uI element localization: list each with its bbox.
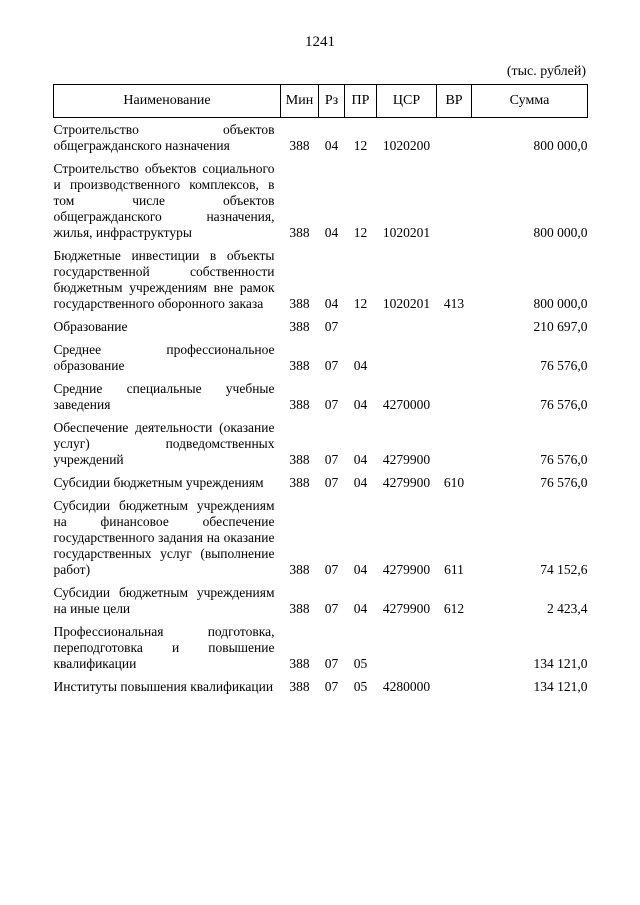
table-row [54,118,588,155]
row-pr: 04 [353,358,368,373]
row-rz: 07 [324,358,339,373]
row-vr [437,617,472,672]
row-pr: 05 [353,656,368,671]
row-rz: 07 [324,601,339,616]
row-csr: 1020201 [382,225,431,240]
row-min: 388 [289,225,310,240]
row-rz: 07 [324,679,339,694]
row-min: 388 [289,562,310,577]
row-sum: 134 121,0 [533,656,588,671]
row-csr [377,335,437,374]
row-sum: 74 152,6 [540,562,588,577]
row-pr: 04 [353,562,368,577]
row-name: Субсидии бюджетным учреждениям [53,475,264,490]
row-min: 388 [289,475,310,490]
row-rz: 07 [324,319,339,334]
header-csr: ЦСР [377,85,437,118]
row-pr: 04 [353,475,368,490]
row-min: 388 [289,397,310,412]
row-csr: 4279900 [382,562,431,577]
row-name: Средние специальные учебные заведения [53,381,275,412]
table-row [54,374,588,413]
row-rz: 07 [324,475,339,490]
row-pr: 12 [353,296,368,311]
row-vr: 611 [444,562,464,577]
budget-table [53,84,588,695]
row-vr: 610 [443,475,465,490]
row-csr: 1020200 [382,138,431,153]
row-name: Строительство объектов общегражданского назначения [53,122,275,153]
row-sum: 800 000,0 [533,296,588,311]
row-csr: 4279900 [382,601,431,616]
row-min: 388 [289,452,310,467]
table-row [54,617,588,672]
units-label: (тыс. рублей) [506,64,586,79]
row-csr: 4279900 [382,452,431,467]
table-row [54,312,588,335]
row-csr: 4280000 [382,679,431,694]
table-row [54,241,588,312]
header-name: Наименование [54,85,281,118]
row-name: Профессиональная подготовка, переподготовка и повышение квалификации [53,624,275,671]
row-vr [437,312,472,335]
row-sum: 76 576,0 [540,358,588,373]
row-name: Среднее профессиональное образование [53,342,275,373]
row-min: 388 [289,138,310,153]
row-name: Субсидии бюджетным учреждениям на иные цели [53,585,275,616]
row-sum: 210 697,0 [533,319,588,334]
table-header-row [54,85,588,118]
row-csr [377,617,437,672]
row-sum: 800 000,0 [533,225,588,240]
row-sum: 2 423,4 [547,601,588,616]
row-rz: 07 [324,656,339,671]
row-vr: 413 [443,296,465,311]
row-vr [437,335,472,374]
row-sum: 76 576,0 [540,452,588,467]
table-row [54,468,588,491]
row-rz: 04 [324,138,339,153]
table-row [54,672,588,695]
row-min: 388 [289,296,310,311]
row-pr: 04 [353,397,368,412]
row-vr [437,374,472,413]
row-sum: 76 576,0 [540,397,588,412]
row-name: Институты повышения квалификации [53,679,274,694]
row-rz: 04 [324,225,339,240]
row-csr: 1020201 [382,296,431,311]
row-min: 388 [289,358,310,373]
header-min: Мин [281,85,319,118]
header-pr: ПР [345,85,377,118]
row-name: Обеспечение деятельности (оказание услуг) подведомственных учреждений [53,420,275,467]
row-name: Образование [53,319,128,334]
header-vr: ВР [437,85,472,118]
table-row [54,154,588,241]
table-row [54,335,588,374]
row-sum: 134 121,0 [533,679,588,694]
header-sum: Сумма [472,85,588,118]
table-row [54,413,588,468]
row-pr: 12 [353,225,368,240]
row-min: 388 [289,679,310,694]
row-name: Субсидии бюджетным учреждениям на финансовое обеспечение государственного задания на оказание государственных услуг (выполнение работ) [53,498,275,577]
header-rz: Рз [319,85,345,118]
row-csr: 4270000 [382,397,431,412]
row-pr: 04 [353,452,368,467]
row-vr [437,118,472,155]
row-name: Бюджетные инвестиции в объекты государственной собственности бюджетным учреждениям вне рамок государственного оборонного заказа [53,248,275,311]
table-row [54,578,588,617]
row-rz: 07 [324,452,339,467]
row-rz: 07 [324,397,339,412]
table-row [54,491,588,578]
row-pr: 12 [353,138,368,153]
row-rz: 07 [324,562,339,577]
row-name: Строительство объектов социального и производственного комплексов, в том числе объектов общегражданского назначения, жилья, инфраструктуры [53,161,275,240]
row-sum: 76 576,0 [540,475,588,490]
row-csr: 4279900 [382,475,431,490]
row-vr [437,154,472,241]
row-pr [345,312,377,335]
row-rz: 04 [324,296,339,311]
row-csr [377,312,437,335]
row-min: 388 [289,601,310,616]
page-number: 1241 [305,34,335,50]
row-pr: 05 [353,679,368,694]
row-pr: 04 [353,601,368,616]
row-min: 388 [289,319,310,334]
row-min: 388 [289,656,310,671]
row-vr: 612 [443,601,465,616]
row-vr [437,672,472,695]
row-sum: 800 000,0 [533,138,588,153]
row-vr [437,413,472,468]
